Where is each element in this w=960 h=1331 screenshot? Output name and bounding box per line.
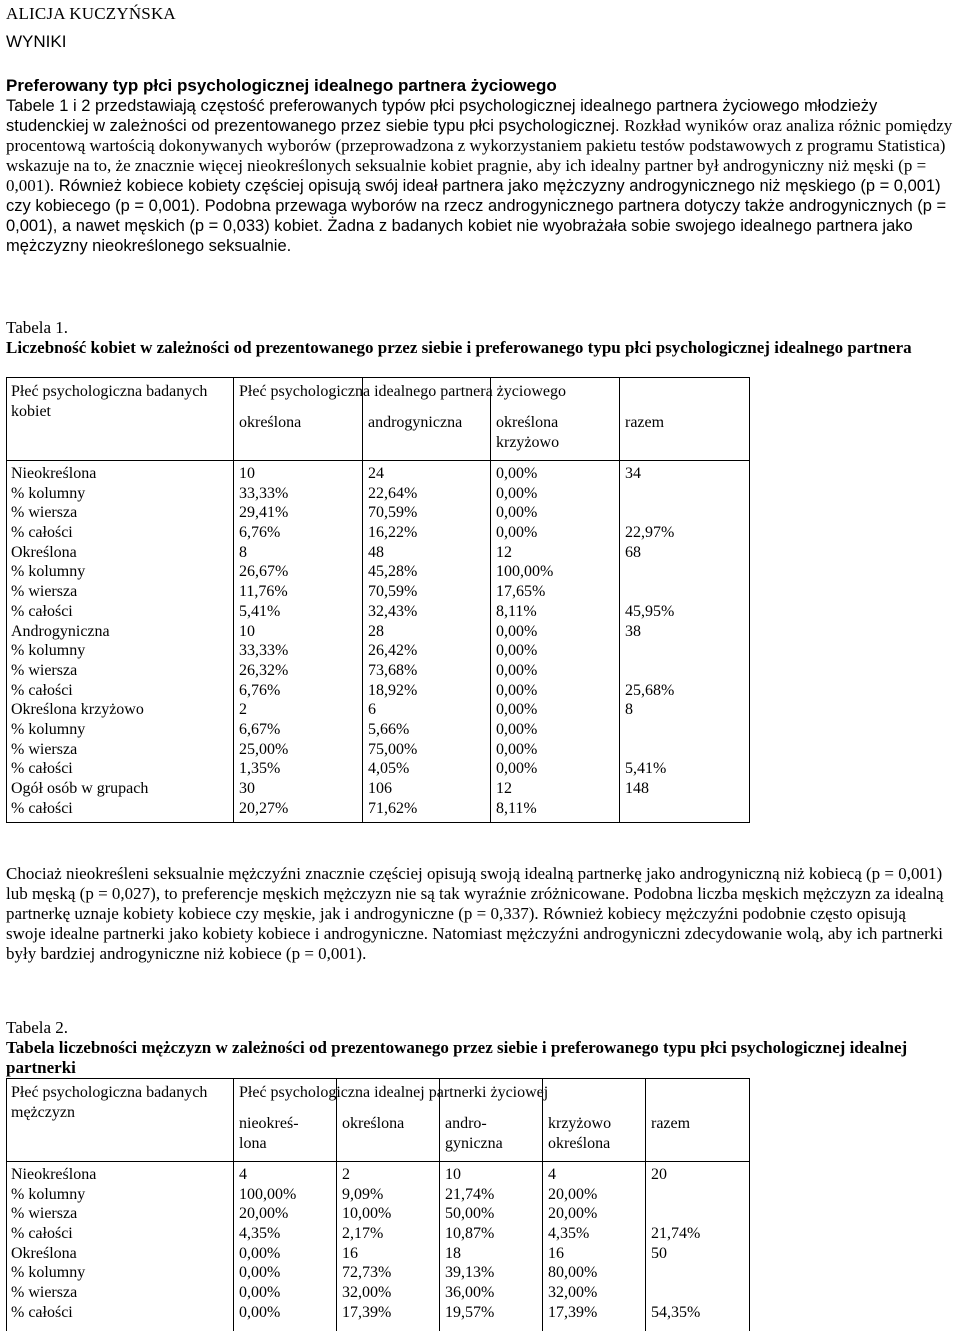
table2 xyxy=(6,1078,750,1331)
table-cell: 70,59% xyxy=(368,583,418,601)
table1-col-header: androgyniczna xyxy=(368,414,463,431)
table-cell: Nieokreślona xyxy=(11,1166,97,1183)
table-cell: % wiersza xyxy=(11,661,78,679)
table-cell: 0,00% xyxy=(496,720,538,738)
table-cell: % kolumny xyxy=(11,563,86,581)
table-cell: % wiersza xyxy=(11,583,78,601)
table-cell: 5,41% xyxy=(625,760,667,778)
table-cell: 16 xyxy=(342,1244,358,1262)
table-cell: 0,00% xyxy=(496,701,538,719)
table-cell: 8 xyxy=(625,701,633,719)
table-cell: 4,05% xyxy=(368,760,410,778)
table-cell: 20,27% xyxy=(239,799,289,817)
table-cell: 22,97% xyxy=(625,524,675,542)
table-cell xyxy=(651,1204,700,1224)
table-cell: 54,35% xyxy=(651,1303,701,1321)
table-cell: 12 xyxy=(496,543,512,561)
table2-row-labels xyxy=(11,1165,96,1323)
table1-col-header: określona krzyżowo xyxy=(496,414,560,451)
table-cell: % całości xyxy=(11,1225,73,1243)
table-cell: 9,09% xyxy=(342,1185,384,1203)
table-cell: 21,74% xyxy=(445,1185,495,1203)
table-cell: 0,00% xyxy=(496,760,538,778)
table-cell: 6,76% xyxy=(239,524,281,542)
table-cell: 8,11% xyxy=(496,799,537,817)
table-cell: % wiersza xyxy=(11,740,78,758)
table-cell: 30 xyxy=(239,780,255,797)
table-cell: 6 xyxy=(368,701,376,719)
table-cell: 0,00% xyxy=(239,1284,281,1302)
paragraph-results-text-c: Podobna przewaga wyborów na rzecz androgynicznego partnera dotyczy także androgynicznych (p = 0,001), a nawet męskich (p = 0,033) kobiet. Żadna z badanych kobiet nie wyobrażała sobie swojego idealnego partnera jako mężczyzny nieokreślonego seksualnie. xyxy=(6,197,947,255)
table-cell: 4,35% xyxy=(548,1225,590,1243)
paragraph-intro-text: Tabele 1 i 2 przedstawiają częstość preferowanych typów płci psychologicznej idealnego partnera życiowego młodzieży studenckiej w zależności od prezentowanego przez siebie typu płci psychologicznej. xyxy=(6,97,878,135)
table-cell: 33,33% xyxy=(239,642,289,660)
table-cell: 0,00% xyxy=(496,465,538,482)
table-cell xyxy=(651,1283,700,1303)
table-cell: 4 xyxy=(548,1166,556,1183)
table-cell: 20,00% xyxy=(239,1205,289,1223)
table-cell: % całości xyxy=(11,760,73,778)
table-cell: 80,00% xyxy=(548,1264,598,1282)
table1-caption: Liczebność kobiet w zależności od prezentowanego przez siebie i preferowanego typu płci psychologicznej idealnego partnera xyxy=(6,338,912,357)
table-cell: 73,68% xyxy=(368,661,418,679)
table2-col-razem xyxy=(651,1165,700,1323)
table-cell: 1,35% xyxy=(239,760,281,778)
table-cell: % całości xyxy=(11,681,73,699)
table-cell: 71,62% xyxy=(368,799,418,817)
table2-row-header: Płeć psychologiczna badanych mężczyzn xyxy=(11,1084,208,1121)
table-cell: 10,87% xyxy=(445,1225,495,1243)
table-cell xyxy=(625,661,674,681)
table-cell: 4,35% xyxy=(239,1225,281,1243)
table-cell: 8 xyxy=(239,543,247,561)
table-cell: Nieokreślona xyxy=(11,465,97,482)
table1-group-header: Płeć psychologiczna idealnego partnera życiowego xyxy=(239,383,566,400)
table-cell: 0,00% xyxy=(496,642,538,660)
table-cell: 45,28% xyxy=(368,563,418,581)
table-cell: 0,00% xyxy=(496,681,538,699)
table-cell xyxy=(625,641,674,661)
table-cell xyxy=(651,1185,700,1205)
table-cell: 20,00% xyxy=(548,1185,598,1203)
table-cell: % całości xyxy=(11,1303,73,1321)
table-cell: 39,13% xyxy=(445,1264,495,1282)
table-cell: Określona xyxy=(11,1244,77,1262)
table-cell: 8,11% xyxy=(496,602,537,620)
table-cell: 2 xyxy=(342,1166,350,1183)
table1-label: Tabela 1. xyxy=(6,318,69,337)
table1 xyxy=(6,377,750,823)
table-cell: % kolumny xyxy=(11,1264,86,1282)
table2-col-okreslona xyxy=(342,1165,391,1323)
table-cell: 68 xyxy=(625,543,641,561)
table2-col-header: określona xyxy=(342,1115,405,1132)
table-cell: 25,68% xyxy=(625,681,675,699)
table-cell: 0,00% xyxy=(496,740,538,758)
table-cell xyxy=(625,799,674,819)
paragraph-intro xyxy=(6,96,954,256)
table-cell xyxy=(625,484,674,504)
table-cell: Określona krzyżowo xyxy=(11,701,144,719)
paragraph-results-text: Rozkład wyników oraz analiza różnic pomiędzy procentową wartością dokonywanych wyborów (przeprowadzona z wykorzystaniem pakietu testów podstawowych z programu Statistica) wskazuje na to, że znacznie więcej nieokreślonych seksualnie kobiet pragnie, aby ich idealny partner był androgyniczny niż męski (p = 0,001). xyxy=(6,116,953,195)
table-cell: 21,74% xyxy=(651,1225,701,1243)
table-cell: 18 xyxy=(445,1244,461,1262)
table-cell: Androgyniczna xyxy=(11,622,110,640)
running-header-author: ALICJA KUCZYŃSKA xyxy=(6,4,176,23)
table-cell: 106 xyxy=(368,780,392,797)
table-cell: 0,00% xyxy=(496,504,538,522)
table2-group-header: Płeć psychologiczna idealnej partnerki życiowej xyxy=(239,1084,549,1101)
table-cell: 0,00% xyxy=(239,1303,281,1321)
table-cell: 17,39% xyxy=(342,1303,392,1321)
table1-row-labels xyxy=(11,464,148,818)
table2-col-header: krzyżowo określona xyxy=(548,1115,612,1152)
table-cell: 29,41% xyxy=(239,504,289,522)
table-cell: 24 xyxy=(368,465,384,482)
table-cell: 10 xyxy=(445,1166,461,1183)
table-cell: % całości xyxy=(11,602,73,620)
table1-row-header: Płeć psychologiczna badanych kobiet xyxy=(11,383,208,420)
table-cell: 34 xyxy=(625,465,641,482)
table2-col-header: razem xyxy=(651,1115,691,1132)
table-cell xyxy=(625,582,674,602)
table-cell: 26,32% xyxy=(239,661,289,679)
table-cell: % całości xyxy=(11,799,73,817)
table-cell: % wiersza xyxy=(11,1284,78,1302)
table-cell xyxy=(625,720,674,740)
table2-col-androgyniczna xyxy=(445,1165,494,1323)
table-cell: 100,00% xyxy=(496,563,554,581)
table-cell: 17,39% xyxy=(548,1303,598,1321)
table-cell: 25,00% xyxy=(239,740,289,758)
table-cell: Ogół osób w grupach xyxy=(11,780,149,797)
table-cell: 12 xyxy=(496,780,512,797)
table2-col-krzyzowo xyxy=(548,1165,597,1323)
table-cell: 6,76% xyxy=(239,681,281,699)
table-cell: 48 xyxy=(368,543,384,561)
table-cell: 36,00% xyxy=(445,1284,495,1302)
table-cell: 148 xyxy=(625,780,649,797)
table-cell: 10 xyxy=(239,622,255,640)
table-cell: 19,57% xyxy=(445,1303,495,1321)
table-cell: 5,66% xyxy=(368,720,410,738)
table-cell: 72,73% xyxy=(342,1264,392,1282)
table-cell: 26,67% xyxy=(239,563,289,581)
table-cell: % kolumny xyxy=(11,484,86,502)
table-cell: 75,00% xyxy=(368,740,418,758)
table1-col-razem xyxy=(625,464,674,818)
section-title: WYNIKI xyxy=(6,32,67,51)
table-cell: 0,00% xyxy=(496,622,538,640)
table2-label: Tabela 2. xyxy=(6,1018,69,1037)
table-cell: 32,43% xyxy=(368,602,418,620)
table-cell: Określona xyxy=(11,543,77,561)
table-cell: 0,00% xyxy=(496,524,538,542)
table-cell: % kolumny xyxy=(11,1185,86,1203)
table-cell: % wiersza xyxy=(11,1205,78,1223)
table-cell: 0,00% xyxy=(496,661,538,679)
table-cell: 2,17% xyxy=(342,1225,384,1243)
table-cell: % wiersza xyxy=(11,504,78,522)
subsection-heading: Preferowany typ płci psychologicznej idealnego partnera życiowego xyxy=(6,76,557,95)
table-cell: 50 xyxy=(651,1244,667,1262)
table-cell: 17,65% xyxy=(496,583,546,601)
table-cell: 100,00% xyxy=(239,1185,297,1203)
table2-col-header: nieokreś-lona xyxy=(239,1115,299,1152)
paragraph-results-text-b: Również kobiece kobiety częściej opisują swój ideał partnera jako mężczyzny androgynicznego niż męskiego (p = 0,001) czy kobiecego (p = 0,001). xyxy=(6,177,941,215)
table-cell: 18,92% xyxy=(368,681,418,699)
table-cell: 22,64% xyxy=(368,484,418,502)
table1-col-krzyzowo xyxy=(496,464,553,818)
table-cell: % kolumny xyxy=(11,720,86,738)
table-cell: % całości xyxy=(11,524,73,542)
table1-col-header: razem xyxy=(625,414,665,431)
table1-col-header: określona xyxy=(239,414,302,431)
table-cell: 16 xyxy=(548,1244,564,1262)
table2-col-header: andro-gyniczna xyxy=(445,1115,503,1152)
table-cell xyxy=(625,740,674,760)
table-cell xyxy=(625,562,674,582)
table-cell: 32,00% xyxy=(342,1284,392,1302)
table-cell: 50,00% xyxy=(445,1205,495,1223)
table1-col-androgyniczna xyxy=(368,464,417,818)
table-cell: 20,00% xyxy=(548,1205,598,1223)
table-cell: 2 xyxy=(239,701,247,719)
table-cell xyxy=(625,503,674,523)
paragraph-men: Chociaż nieokreśleni seksualnie mężczyźni znacznie częściej opisują swoją idealną partnerkę jako androgyniczną niż kobiecą (p = 0,001) lub męską (p = 0,027), to preferencje męskich mężczyzn nie są tak wyraźnie zróżnicowane. Podobna liczba męskich mężczyzn za idealną partnerkę uznaje kobiety kobiece czy męskie, jak i androgyniczne (p = 0,337). Również kobiecy mężczyźni podobnie często opisują swoje idealne partnerki jako kobiety kobiece i androgyniczne. Natomiast mężczyźni androgyniczni zdecydowanie wolą, aby ich partnerki były bardziej androgyniczne niż kobiece (p = 0,001). xyxy=(6,864,944,963)
table-cell: 0,00% xyxy=(239,1264,281,1282)
table-cell: 45,95% xyxy=(625,602,675,620)
table2-col-nieokreslona xyxy=(239,1165,296,1323)
table-cell: 20 xyxy=(651,1166,667,1183)
table-cell xyxy=(651,1263,700,1283)
table-cell: 33,33% xyxy=(239,484,289,502)
table-cell: 5,41% xyxy=(239,602,281,620)
table-cell: 26,42% xyxy=(368,642,418,660)
table1-col-okreslona xyxy=(239,464,288,818)
table-cell: 38 xyxy=(625,622,641,640)
table-cell: 0,00% xyxy=(239,1244,281,1262)
table-cell: 6,67% xyxy=(239,720,281,738)
table-cell: 16,22% xyxy=(368,524,418,542)
table-cell: 10,00% xyxy=(342,1205,392,1223)
table-cell: 11,76% xyxy=(239,583,288,601)
table-cell: 0,00% xyxy=(496,484,538,502)
table-cell: % kolumny xyxy=(11,642,86,660)
table-cell: 10 xyxy=(239,465,255,482)
table2-caption: Tabela liczebności mężczyzn w zależności od prezentowanego przez siebie i preferowanego typu płci psychologicznej idealnej partnerki xyxy=(6,1038,908,1077)
table-cell: 28 xyxy=(368,622,384,640)
table-cell: 4 xyxy=(239,1166,247,1183)
table-cell: 70,59% xyxy=(368,504,418,522)
table-cell: 32,00% xyxy=(548,1284,598,1302)
